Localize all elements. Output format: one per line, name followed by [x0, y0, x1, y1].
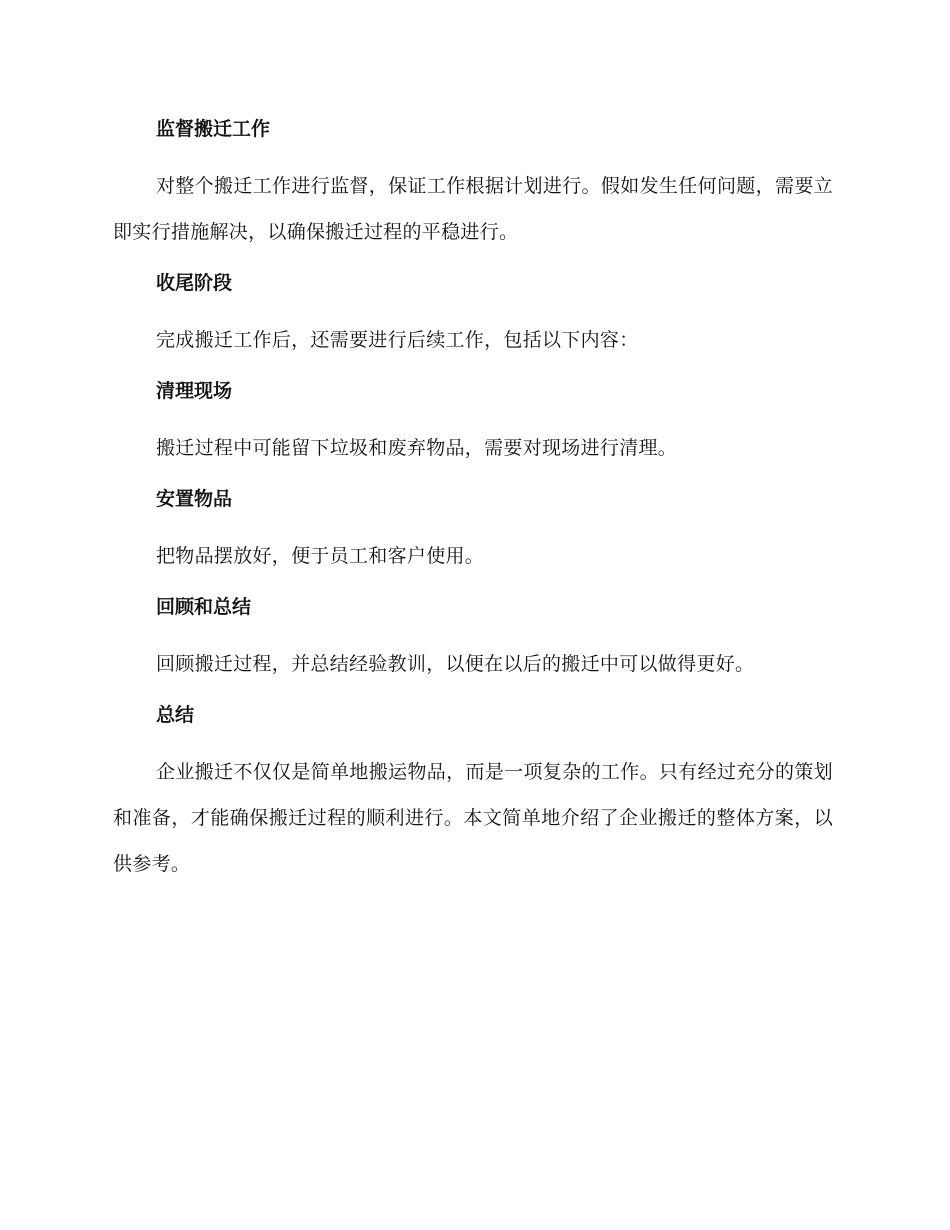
section-heading: 回顾和总结: [156, 596, 252, 618]
section-summary: [113, 698, 833, 887]
section-cleanup: [113, 374, 833, 471]
section-paragraph: 回顾搬迁过程，并总结经验教训，以便在以后的搬迁中可以做得更好。: [156, 653, 755, 675]
section-heading: 收尾阶段: [156, 272, 233, 294]
section-heading: 总结: [156, 704, 195, 726]
document-page: [113, 112, 833, 898]
section-heading: 安置物品: [156, 488, 233, 510]
section-review: [113, 590, 833, 687]
section-paragraph: 对整个搬迁工作进行监督，保证工作根据计划进行。假如发生任何问题，需要立即实行措施解决，以确保搬迁过程的平稳进行。: [113, 175, 833, 243]
section-supervise: [113, 112, 833, 255]
section-paragraph: 完成搬迁工作后，还需要进行后续工作，包括以下内容：: [156, 329, 639, 351]
section-paragraph: 企业搬迁不仅仅是简单地搬运物品，而是一项复杂的工作。只有经过充分的策划和准备，才能确保搬迁过程的顺利进行。本文简单地介绍了企业搬迁的整体方案，以供参考。: [113, 761, 833, 875]
section-paragraph: 搬迁过程中可能留下垃圾和废弃物品，需要对现场进行清理。: [156, 437, 678, 459]
section-heading: 清理现场: [156, 380, 233, 402]
section-placement: [113, 482, 833, 579]
section-paragraph: 把物品摆放好，便于员工和客户使用。: [156, 545, 485, 567]
section-closing-phase: [113, 266, 833, 363]
section-heading: 监督搬迁工作: [156, 118, 271, 140]
